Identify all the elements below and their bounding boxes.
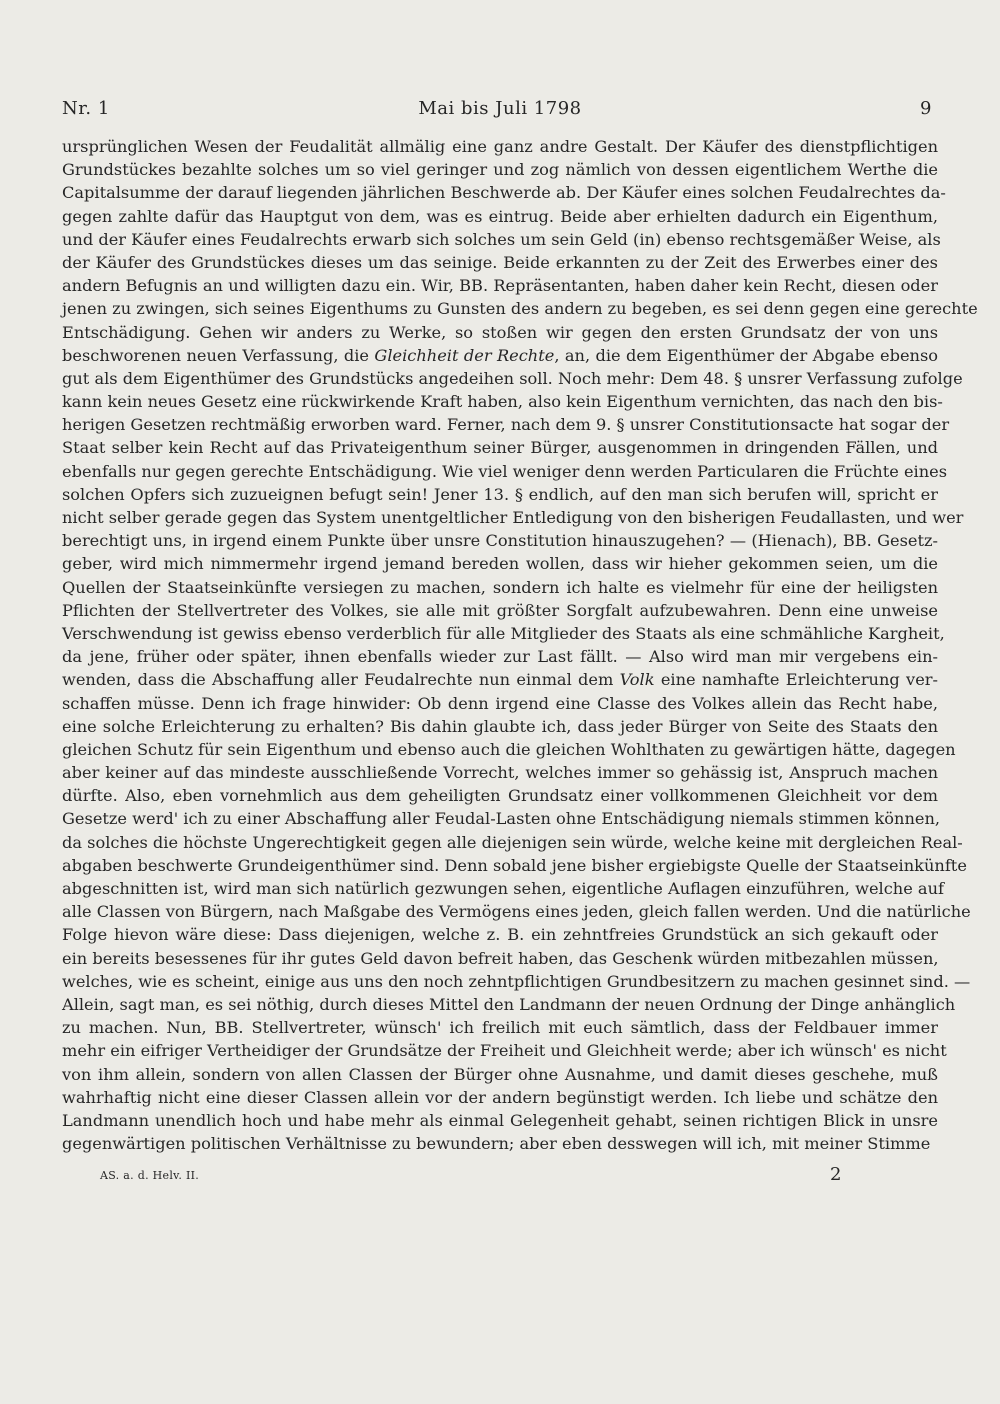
text-line: schaffen müsse. Denn ich frage hinwider: Ob denn irgend eine Classe des Volkes allein das Recht habe, [62,693,938,713]
text-line: Grundstückes bezahlte solches um so viel geringer und zog nämlich von dessen eigentlichem Werthe die [62,160,938,180]
text-line: Verschwendung ist gewiss ebenso verderblich für alle Mitglieder des Staats als eine schmähliche Kargheit, [62,623,945,643]
text-line: abgaben beschwerte Grundeigenthümer sind. Denn sobald jene bisher ergiebigste Quelle der Staatseinkünfte [62,855,967,875]
text-line: der Käufer des Grundstückes dieses um das seinige. Beide erkannten zu der Zeit des Erwerbes einer des [62,252,938,272]
text-line: von ihm allein, sondern von allen Classen der Bürger ohne Ausnahme, und damit dieses geschehe, muß [62,1064,938,1084]
text-line: dürfte. Also, eben vornehmlich aus dem geheiligten Grundsatz einer vollkommenen Gleichheit vor dem [62,786,938,806]
text-line: beschworenen neuen Verfassung, die Gleichheit der Rechte, an, die dem Eigenthümer der Abgabe ebenso [62,345,939,365]
page-number: 9 [920,98,932,119]
text-line: gut als dem Eigenthümer des Grundstücks angedeihen soll. Noch mehr: Dem 48. § unsrer Verfassung zufolge [62,368,963,388]
text-line: alle Classen von Bürgern, nach Maßgabe des Vermögens eines jeden, gleich fallen werden. Und die natürliche [62,902,971,922]
text-line: zu machen. Nun, BB. Stellvertreter, wünsch' ich freilich mit euch sämtlich, dass der Feldbauer immer [62,1018,938,1038]
text-line: Pflichten der Stellvertreter des Volkes, sie alle mit größter Sorgfalt aufzubewahren. Denn eine unweise [62,600,938,620]
text-line: da jene, früher oder später, ihnen ebenfalls wieder zur Last fällt. — Also wird man mir vergebens ein- [62,647,938,667]
text-line: gegenwärtigen politischen Verhältnisse zu bewundern; aber eben desswegen will ich, mit meiner Stimme [62,1134,931,1154]
printer-signature: AS. a. d. Helv. II. [100,1169,200,1182]
text-line: Landmann unendlich hoch und habe mehr als einmal Gelegenheit gehabt, seinen richtigen Blick in unsre [62,1110,938,1130]
text-line: welches, wie es scheint, einige aus uns den noch zehntpflichtigen Grundbesitzern zu machen gesinnet sind. — [62,971,971,991]
text-line: jenen zu zwingen, sich seines Eigenthums zu Gunsten des andern zu begeben, es sei denn gegen eine gerechte [62,299,978,319]
text-line: ursprünglichen Wesen der Feudalität allmälig eine ganz andre Gestalt. Der Käufer des dienstpflichtigen [62,137,938,156]
text-line: Allein, sagt man, es sei nöthig, durch dieses Mittel den Landmann der neuen Ordnung der Dinge anhänglich [62,994,956,1014]
text-line: solchen Opfers sich zuzueignen befugt sein! Jener 13. § endlich, auf den man sich berufen will, spricht er [62,484,938,504]
text-line: aber keiner auf das mindeste ausschließende Vorrecht, welches immer so gehässig ist, Anspruch machen [62,763,938,783]
sheet-number: 2 [830,1164,842,1185]
text-line: kann kein neues Gesetz eine rückwirkende Kraft haben, also kein Eigenthum vernichten, das nach den bis- [62,392,943,412]
text-line: wenden, dass die Abschaffung aller Feudalrechte nun einmal dem Volk eine namhafte Erleichterung ver- [62,670,938,690]
text-line: Entschädigung. Gehen wir anders zu Werke, so stoßen wir gegen den ersten Grundsatz der von uns [62,322,938,342]
running-head [62,98,938,126]
text-line: ein bereits besessenes für ihr gutes Geld davon befreit haben, das Geschenk würden mitbezahlen müssen, [62,948,939,968]
text-line: herigen Gesetzen rechtmäßig erworben ward. Ferner, nach dem 9. § unsrer Constitutionsacte hat sogar der [62,415,950,435]
text-line: und der Käufer eines Feudalrechts erwarb sich solches um sein Geld (in) ebenso rechtsgemäßer Weise, als [62,229,941,249]
text-line: gegen zahlte dafür das Hauptgut von dem, was es eintrug. Beide aber erhielten dadurch ein Eigenthum, [62,206,938,226]
text-line: wahrhaftig nicht eine dieser Classen allein vor der andern begünstigt werden. Ich liebe und schätze den [62,1087,938,1107]
text-line: Folge hievon wäre diese: Dass diejenigen, welche z. B. ein zehntfreies Grundstück an sich gekauft oder [62,925,938,945]
text-line: andern Befugnis an und willigten dazu ein. Wir, BB. Repräsentanten, haben daher kein Recht, diesen oder [62,276,938,296]
text-line: Staat selber kein Recht auf das Privateigenthum seiner Bürger, ausgenommen in dringenden Fällen, und [62,438,938,458]
document-number: Nr. 1 [62,98,110,119]
date-range-heading: Mai bis Juli 1798 [418,98,582,119]
text-line: geber, wird mich nimmermehr irgend jemand bereden wollen, dass wir hieher gekommen seien, um die [62,554,938,574]
text-line: eine solche Erleichterung zu erhalten? Bis dahin glaubte ich, dass jeder Bürger von Seite des Staats den [62,716,938,736]
text-line: berechtigt uns, in irgend einem Punkte über unsre Constitution hinauszugehen? — (Hienach), BB. Gesetz- [62,531,938,551]
text-line: nicht selber gerade gegen das System unentgeltlicher Entledigung von den bisherigen Feudallasten, und wer [62,508,964,527]
text-line: Gesetze werd' ich zu einer Abschaffung aller Feudal-Lasten ohne Entschädigung niemals stimmen können, [62,809,941,829]
italic-emphasis: Volk [619,670,655,690]
text-line: mehr ein eifriger Vertheidiger der Grundsätze der Freiheit und Gleichheit werde; aber ich wünsch' es nicht [62,1041,947,1061]
text-line: gleichen Schutz für sein Eigenthum und ebenso auch die gleichen Wohlthaten zu gewärtigen hätte, dagegen [62,739,956,759]
italic-emphasis: Gleichheit der Rechte [374,345,555,365]
text-line: da solches die höchste Ungerechtigkeit gegen alle diejenigen sein würde, welche keine mit dergleichen Real- [62,832,963,852]
text-line: Capitalsumme der darauf liegenden jährlichen Beschwerde ab. Der Käufer eines solchen Feudalrechtes da- [62,183,946,203]
text-line: ebenfalls nur gegen gerechte Entschädigung. Wie viel weniger denn werden Particularen die Früchte eines [62,461,948,481]
text-line: Quellen der Staatseinkünfte versiegen zu machen, sondern ich halte es vielmehr für eine der heiligsten [62,577,938,597]
page-footer [100,1164,860,1189]
body-text [62,135,978,1155]
text-line: abgeschnitten ist, wird man sich natürlich gezwungen sehen, eigentliche Auflagen einzuführen, welche auf [62,879,944,898]
